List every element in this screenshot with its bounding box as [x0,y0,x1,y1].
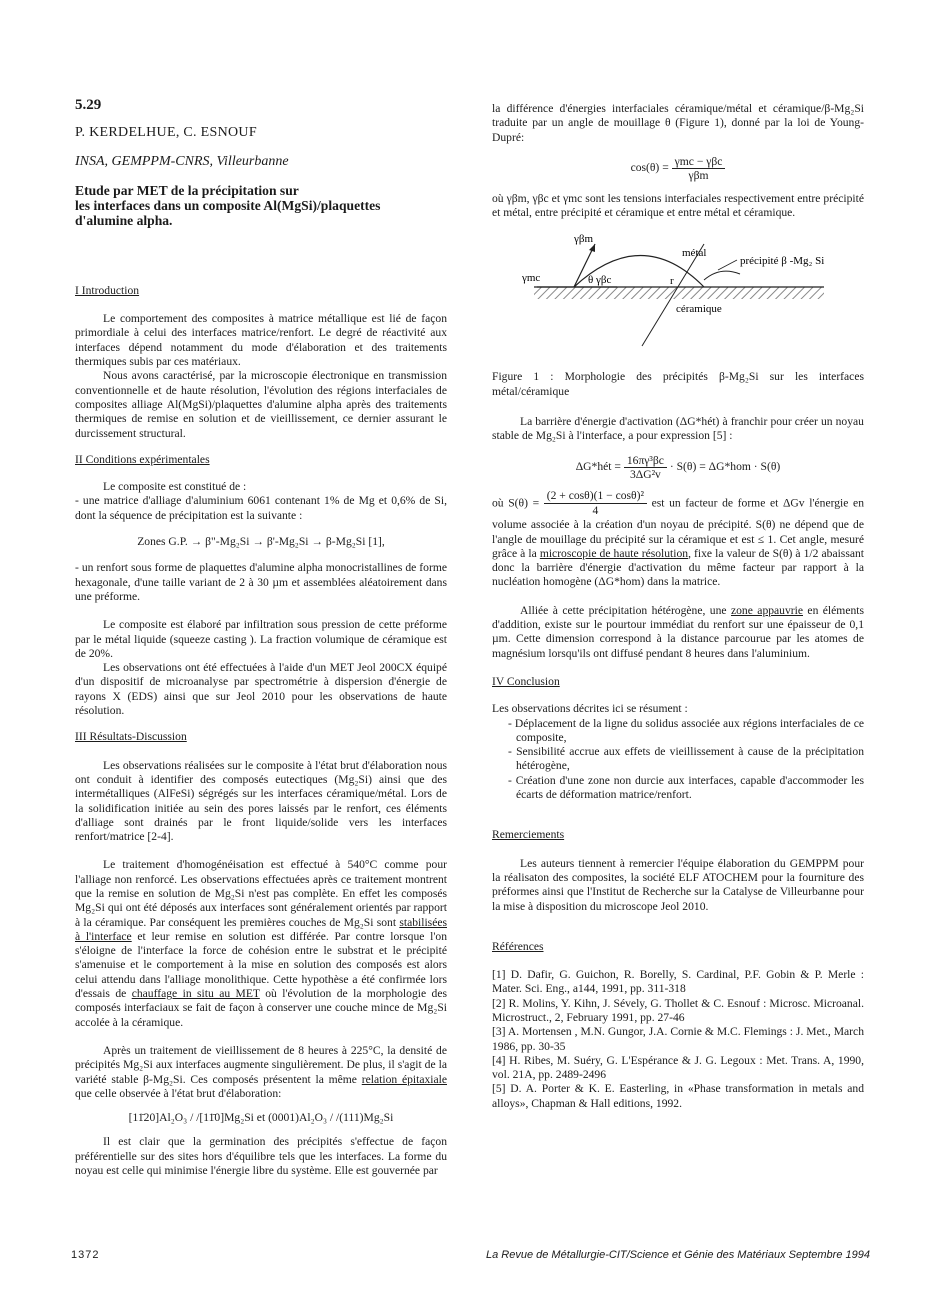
conclusion-item: - Déplacement de la ligne du solidus associée aux régions interfaciales de ce composite, [508,716,864,744]
intro-paragraph-1: Le comportement des composites à matrice métallique est lié de façon primordiale à celui des interfaces matrice/renfort. Le degré de réactivité aux interfaces dépend notamment du mode d'élaboration et des traitements thermiques subis par ces matériaux. [75,312,447,369]
heading-references: Références [492,939,544,953]
title-line-1: Etude par MET de la précipitation sur [75,182,299,198]
label-metal: métal [682,247,707,260]
remerciements-text: Les auteurs tiennent à remercier l'équipe élaboration du GEMPPM pour la réalisaton des composites, la société ELF ATOCHEM pour la fourniture des préformes ainsi que l'Institut de Recherche sur la Catalyse de Villeurbanne pour la mise à disposition du microscope Jeol 2010. [492,856,864,913]
reference-item: [2] R. Molins, Y. Kihn, J. Sévely, G. Thollet & C. Esnouf : Microsc. Microanal. Microstruct., 2, February 1991, pp. 27-46 [492,996,864,1024]
left-column [75,98,447,1178]
label-theta-gamma-bc: θ γβc [588,274,612,287]
article-title [75,183,447,228]
label-precipitate: précipité β -Mg₂ Si [740,255,825,268]
epitaxy-relation: [11̄20]Al₂O₃ / /[11̄0]Mg₂Si et (0001)Al₂O₃ / /(111)Mg₂Si [128,1111,394,1125]
references-list [492,968,864,1111]
heading-introduction: I Introduction [75,283,140,297]
young-dupre-equation: cos(θ) = $\frac{\text{γmc − γβc}}{\text{γβm}}$ [492,155,864,182]
label-gamma-bm: γβm [574,234,594,246]
title-line-2: les interfaces dans un composite Al(MgSi)/plaquettes [75,197,381,213]
label-ceramique: céramique [676,303,722,316]
conditions-paragraph-5: Les observations ont été effectuées à l'aide d'un MET Jeol 200CX équipé d'un dispositif de microanalyse par spectrométrie à dispersion d'énergie de rayons X (EDS) ainsi que sur Jeol 2010 pour les observations de haute résolution. [75,661,447,718]
underlined-microscopie: microscopie de haute résolution [539,546,689,560]
results-paragraph-2: Le traitement d'homogénéisation est effectué à 540°C comme pour l'alliage non renforcé. Les observations effectuées après ce traitement montrent que la remise en solution de Mg₂Si n'est pas complète. En effet les composés Mg₂Si qui ont été déposés aux interfaces sont généralement orientés par rapport à la céramique. Par conséquent les premières couches de Mg₂Si sont stabilisées à l'interface et leur remise en solution est différée. Par contre lorsque l'on s'éloigne de l'interface la force de cohésion entre le substrat et le précipité s'amenuise et le comportement à la mise en solution des composés est alors celui attendu dans l'alliage monolithique. Cette hypothèse a été confirmée lors d'essais de chauffage in situ au MET où l'évolution de la morphologie des composés interfaciaux se fait de façon à conserver une couche mince de Mg₂Si accolée à la céramique. [75,858,447,1029]
results-continued-2: où γβm, γβc et γmc sont les tensions interfaciales respectivement entre précipité et métal, entre précipité et céramique et entre métal et céramique. [492,191,864,220]
underlined-stabilisees: stabilisées à l'interface [75,915,447,943]
reference-item: [4] H. Ribes, M. Suéry, G. L'Espérance & J. G. Legoux : Met. Trans. A, 1990, vol. 21A, pp. 2489-2496 [492,1053,864,1082]
underlined-chauffage: chauffage in situ au MET [131,987,260,1001]
article-number: 5.29 [75,97,102,113]
heading-conditions: II Conditions expérimentales [75,452,210,466]
authors: P. KERDELHUE, C. ESNOUF [75,125,257,141]
affiliation: INSA, GEMPPM-CNRS, Villeurbanne [75,153,289,169]
conditions-paragraph-4: Le composite est élaboré par infiltration sous pression de cette préforme par le métal liquide (squeeze casting ). La fraction volumique de céramique est de 20%. [75,618,447,660]
conclusion-item: - Création d'une zone non durcie aux interfaces, capable d'accommoder les écarts de déformation matrice/renfort. [508,773,864,802]
conditions-paragraph-2: - une matrice d'alliage d'aluminium 6061 contenant 1% de Mg et 0,6% de Si, dont la séquence de précipitation est la suivante : [75,494,447,522]
heading-conclusion: IV Conclusion [492,674,560,688]
figure-1-diagram [492,234,864,354]
delta-g-het-symbol: (ΔG*hét) [675,415,720,429]
activation-barrier-paragraph: La barrière d'énergie d'activation (ΔG*hét) à franchir pour créer un noyau stable de Mg₂Si à l'interface, a pour expression [5] : [492,415,864,443]
conclusion-list [492,717,864,803]
reference-item: [5] D. A. Porter & K. E. Easterling, in «Phase transformation in metals and alloys», Chapman & Hall editions, 1992. [492,1082,864,1110]
conditions-paragraph-3: - un renfort sous forme de plaquettes d'alumine alpha monocristallines de forme hexagonale, d'une taille variant de 2 à 30 µm et assemblées aléatoirement dans une préforme. [75,561,447,603]
results-continued-1: la différence d'énergies interfaciales céramique/métal et céramique/β-Mg₂Si traduite par un angle de mouillage θ (Figure 1), donné par la loi de Young-Dupré: [492,102,864,144]
reference-item: [3] A. Mortensen , M.N. Gungor, J.A. Cornie & M.C. Flemings : J. Met., March 1986, pp. 30-35 [492,1025,864,1053]
delta-g-equation: ΔG*hét = $\frac{\text{16πγ³βc}}{\text{3ΔG²v}}$ · S(θ) = ΔG*hom · S(θ) [575,453,781,481]
underlined-relation-epitaxiale: relation épitaxiale [361,1072,447,1086]
precipitation-sequence: Zones G.P. → β"-Mg₂Si → β'-Mg₂Si → β-Mg₂Si [1], [137,535,385,549]
title-line-3: d'alumine alpha. [75,212,173,228]
heading-remerciements: Remerciements [492,828,565,842]
figure-1-caption: Figure 1 : Morphologie des précipités β-Mg₂Si sur les interfaces métal/céramique [492,370,864,398]
delta-g-fraction: $\frac{\text{16πγ³βc}}{\text{3ΔG²v}}$ [624,454,667,481]
shape-factor-paragraph: où S(θ) = $\frac{\text{(2 + cosθ)(1 − cosθ)²}}{4}$ est un facteur de forme et ΔGv l'énergie en volume associée à la création d'un noyau de précipité. S(θ) ne dépend que de l'angle de mouillage du précipité sur la céramique et est ≤ 1. Cet angle, mesuré grâce à la microscopie de haute résolution, fixe la valeur de S(θ) à 1/2 abaissant donc la barrière d'énergie d'activation du même facteur par rapport à la nucléation homogène (ΔG*hom) dans la matrice. [492,488,864,589]
label-r: r [670,275,674,288]
conclusion-item: - Sensibilité accrue aux effets de vieillissement à cause de la précipitation hétérogène, [508,745,864,773]
right-column [492,102,864,1111]
depleted-zone-paragraph: Alliée à cette précipitation hétérogène, une zone appauvrie en éléments d'addition, existe sur le pourtour immédiat du renfort sur une épaisseur de 0,1 µm. Cette dimension correspond à la distance parcourue par les atomes de magnésium lorsqu'ils ont diffusé pendant 8 heures dans l'aluminium. [492,603,864,660]
page-number: 1372 [71,1249,100,1261]
ceramic-substrate [534,287,824,299]
reference-item: [1] D. Dafir, G. Guichon, R. Borelly, S. Cardinal, P.F. Gobin & P. Merle : Mater. Sci. Eng., a144, 1991, pp. 311-318 [492,968,864,996]
pointer-precipitate [704,272,740,281]
results-paragraph-4: Il est clair que la germination des précipités s'effectue de façon préférentielle sur des sites hors d'équilibre tels que les interfaces. La forme du noyau est celle qui minimise l'énergie libre du système. Elle est gouvernée par [75,1135,447,1178]
label-gamma-mc: γmc [522,272,541,285]
results-paragraph-1: Les observations réalisées sur le composite à l'état brut d'élaboration nous ont conduit à identifier des composés eutectiques (Mg₂Si) ainsi que des intermétalliques (AlFeSi) ségrégés sur les interfaces céramique/métal. Lors de la solidification initiée au sein des pores laissés par le renfort, ces éléments d'alliage sont drainés par le front liquide/solide vers les interfaces renfort/matrice [2-4]. [75,758,447,844]
underlined-zone-appauvrie: zone appauvrie [730,603,803,617]
conditions-paragraph-1: Le composite est constitué de : [103,480,247,494]
shape-factor-fraction: $\frac{\text{(2 + cosθ)(1 − cosθ)²}}{4}$ [544,489,647,519]
conclusion-intro: Les observations décrites ici se résument : [492,702,688,716]
heading-results: III Résultats-Discussion [75,730,187,744]
young-dupre-fraction: $\frac{\text{γmc − γβc}}{\text{γβm}}$ [672,155,726,182]
journal-name: La Revue de Métallurgie-CIT/Science et Génie des Matériaux Septembre 1994 [486,1249,870,1261]
intro-paragraph-2: Nous avons caractérisé, par la microscopie électronique en transmission conventionnelle et de haute résolution, l'évolution des régions interfaciales de composites alliage Al(MgSi)/plaquettes d'alumine alpha après des traitements thermiques de remise en solution et de vieillissement, ce dernier assurant le durcissement structural. [75,369,447,440]
results-paragraph-3: Après un traitement de vieillissement de 8 heures à 225°C, la densité de précipités Mg₂Si aux interfaces augmente singulièrement. De plus, il s'agit de la variété stable β-Mg₂Si. Ces composés présentent la même relation épitaxiale que celle observée à l'état brut d'élaboration: [75,1043,447,1100]
